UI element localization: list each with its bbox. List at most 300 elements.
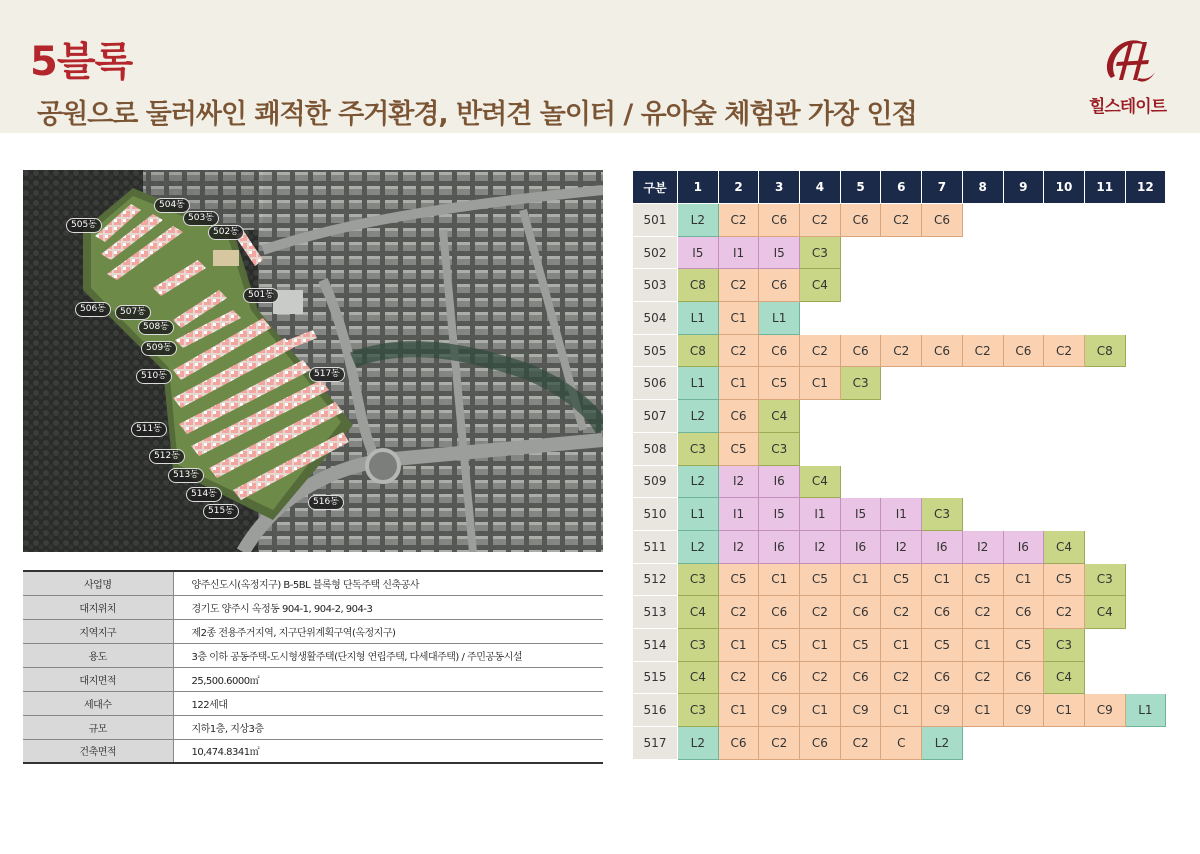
unit-table-row-label: 511 [633,530,678,563]
empty-cell [1003,465,1044,498]
unit-type-cell: C3 [678,694,719,727]
map-label-506: 506동 [75,302,111,317]
info-value: 제2종 전용주거지역, 지구단위계획구역(옥정지구) [173,619,603,643]
empty-cell [922,432,963,465]
unit-type-cell: C1 [881,628,922,661]
unit-type-cell: C5 [840,628,881,661]
empty-cell [1003,236,1044,269]
unit-type-cell: C1 [800,367,841,400]
empty-cell [1125,661,1166,694]
unit-table-column-header: 11 [1084,171,1125,204]
unit-type-cell: C3 [840,367,881,400]
unit-type-cell: C3 [678,432,719,465]
unit-type-cell: L2 [678,400,719,433]
unit-type-cell: I6 [759,530,800,563]
unit-type-cell: I6 [840,530,881,563]
empty-cell [1125,302,1166,335]
empty-cell [1125,596,1166,629]
empty-cell [1003,204,1044,237]
empty-cell [922,400,963,433]
info-row [23,619,603,643]
unit-type-cell: C1 [962,628,1003,661]
empty-cell [881,236,922,269]
unit-type-cell: C1 [881,694,922,727]
empty-cell [1044,432,1085,465]
empty-cell [1084,236,1125,269]
unit-table-row [633,498,1166,531]
unit-type-cell: C2 [1044,334,1085,367]
info-key: 용도 [23,643,173,667]
unit-table-column-header: 10 [1044,171,1085,204]
unit-table-corner-header: 구분 [633,171,678,204]
empty-cell [1044,204,1085,237]
empty-cell [962,367,1003,400]
empty-cell [922,236,963,269]
unit-type-cell: C4 [759,400,800,433]
empty-cell [962,302,1003,335]
empty-cell [1125,334,1166,367]
unit-table-row-label: 507 [633,400,678,433]
empty-cell [1125,269,1166,302]
unit-type-cell: C2 [759,727,800,760]
unit-type-cell: C6 [759,661,800,694]
unit-type-cell: I1 [800,498,841,531]
map-label-514: 514동 [186,487,222,502]
unit-type-cell: C5 [922,628,963,661]
unit-table-row [633,432,1166,465]
empty-cell [840,465,881,498]
unit-type-cell: C4 [678,661,719,694]
unit-table-row-label: 502 [633,236,678,269]
empty-cell [922,465,963,498]
unit-type-cell: C6 [922,204,963,237]
empty-cell [922,269,963,302]
empty-cell [1125,498,1166,531]
unit-table-row [633,727,1166,760]
unit-type-cell: I2 [800,530,841,563]
empty-cell [1003,498,1044,531]
empty-cell [1125,236,1166,269]
unit-type-cell: I1 [881,498,922,531]
unit-type-cell: I5 [678,236,719,269]
empty-cell [962,269,1003,302]
unit-type-cell: L1 [678,498,719,531]
map-label-513: 513동 [168,468,204,483]
info-value: 양주신도시(옥정지구) B-5BL 블록형 단독주택 신축공사 [173,571,603,595]
unit-table-row [633,465,1166,498]
info-key: 사업명 [23,571,173,595]
unit-type-cell: C6 [759,269,800,302]
map-label-501: 501동 [243,288,279,303]
unit-type-cell: I6 [922,530,963,563]
unit-type-cell: C9 [922,694,963,727]
unit-type-cell: C8 [1084,334,1125,367]
unit-table-row-label: 509 [633,465,678,498]
unit-table-column-header: 5 [840,171,881,204]
unit-table-row [633,661,1166,694]
info-key: 규모 [23,715,173,739]
map-label-516: 516동 [308,495,344,510]
unit-type-cell: L1 [678,367,719,400]
empty-cell [1003,432,1044,465]
empty-cell [800,302,841,335]
empty-cell [840,302,881,335]
unit-type-cell: C6 [922,661,963,694]
empty-cell [962,400,1003,433]
empty-cell [962,498,1003,531]
unit-type-cell: I6 [759,465,800,498]
info-row [23,595,603,619]
unit-table-row-label: 514 [633,628,678,661]
unit-table-row-label: 516 [633,694,678,727]
unit-type-cell: C2 [962,334,1003,367]
info-row [23,739,603,763]
empty-cell [1125,465,1166,498]
empty-cell [1044,367,1085,400]
unit-table-row-label: 505 [633,334,678,367]
unit-table-column-header: 6 [881,171,922,204]
empty-cell [1084,302,1125,335]
unit-type-cell: L1 [759,302,800,335]
unit-type-cell: C8 [678,269,719,302]
unit-type-cell: I2 [718,530,759,563]
empty-cell [881,432,922,465]
unit-table-column-header: 8 [962,171,1003,204]
unit-table-column-header: 2 [718,171,759,204]
empty-cell [840,269,881,302]
map-label-509: 509동 [141,341,177,356]
unit-type-cell: C1 [718,367,759,400]
empty-cell [962,465,1003,498]
empty-cell [1084,727,1125,760]
empty-cell [922,302,963,335]
unit-type-cell: C1 [718,302,759,335]
unit-type-cell: C6 [1003,334,1044,367]
map-label-505: 505동 [66,218,102,233]
info-value: 10,474.8341㎡ [173,739,603,763]
empty-cell [1003,269,1044,302]
unit-type-cell: C2 [800,204,841,237]
unit-table-row [633,628,1166,661]
unit-type-cell: C6 [759,334,800,367]
empty-cell [1084,530,1125,563]
hillstate-logo-icon [1097,30,1159,90]
unit-type-cell: C1 [1003,563,1044,596]
empty-cell [840,400,881,433]
unit-type-cell: C2 [718,204,759,237]
unit-type-cell: C5 [962,563,1003,596]
info-row [23,667,603,691]
unit-table-column-header: 4 [800,171,841,204]
unit-type-cell: I1 [718,236,759,269]
empty-cell [1084,269,1125,302]
empty-cell [962,236,1003,269]
unit-type-cell: C1 [718,628,759,661]
unit-type-cell: C4 [800,269,841,302]
map-label-503: 503동 [183,211,219,226]
unit-type-cell: L2 [678,465,719,498]
empty-cell [1003,367,1044,400]
map-label-511: 511동 [131,422,167,437]
unit-table-row-label: 506 [633,367,678,400]
unit-type-cell: C6 [840,204,881,237]
info-row [23,571,603,595]
brand-logo [1080,30,1175,125]
map-label-512: 512동 [149,449,185,464]
empty-cell [800,432,841,465]
unit-type-cell: C1 [962,694,1003,727]
unit-table-row-label: 517 [633,727,678,760]
unit-type-cell: C2 [718,269,759,302]
info-key: 대지위치 [23,595,173,619]
info-row [23,691,603,715]
empty-cell [1125,727,1166,760]
unit-type-cell: C2 [800,661,841,694]
empty-cell [962,432,1003,465]
empty-cell [881,302,922,335]
unit-type-cell: C6 [840,334,881,367]
unit-type-cell: C6 [718,727,759,760]
unit-type-cell: C2 [800,334,841,367]
unit-table-column-header: 3 [759,171,800,204]
empty-cell [1003,400,1044,433]
empty-cell [962,204,1003,237]
map-label-515: 515동 [203,504,239,519]
info-row [23,643,603,667]
unit-type-cell: C2 [881,204,922,237]
empty-cell [1125,432,1166,465]
unit-type-cell: L1 [1125,694,1166,727]
unit-table-row-label: 501 [633,204,678,237]
unit-table-column-header: 12 [1125,171,1166,204]
unit-type-cell: C1 [759,563,800,596]
unit-type-cell: C3 [678,628,719,661]
unit-type-cell: C6 [800,727,841,760]
empty-cell [1084,498,1125,531]
unit-table-row [633,269,1166,302]
unit-type-cell: C [881,727,922,760]
map-label-504: 504동 [154,198,190,213]
map-label-507: 507동 [115,305,151,320]
unit-type-cell: L2 [922,727,963,760]
empty-cell [1084,661,1125,694]
empty-cell [1044,498,1085,531]
brand-name: 힐스테이트 [1088,97,1167,117]
unit-table-row [633,236,1166,269]
unit-type-cell: C2 [881,596,922,629]
unit-type-cell: I5 [840,498,881,531]
unit-type-cell: I6 [1003,530,1044,563]
empty-cell [1125,367,1166,400]
unit-type-cell: C9 [1003,694,1044,727]
unit-type-cell: C2 [881,661,922,694]
unit-type-cell: C1 [922,563,963,596]
unit-table-row [633,367,1166,400]
unit-type-cell: C1 [840,563,881,596]
unit-type-table [632,170,1166,760]
empty-cell [840,432,881,465]
unit-type-cell: C2 [800,596,841,629]
empty-cell [800,400,841,433]
unit-type-cell: C3 [922,498,963,531]
empty-cell [962,727,1003,760]
unit-table-row [633,334,1166,367]
unit-table-row-label: 510 [633,498,678,531]
unit-type-cell: C6 [718,400,759,433]
unit-type-cell: C4 [1044,661,1085,694]
unit-type-cell: L1 [678,302,719,335]
unit-type-cell: C5 [718,432,759,465]
unit-table-row [633,530,1166,563]
unit-type-cell: C2 [718,334,759,367]
empty-cell [1125,204,1166,237]
info-key: 지역지구 [23,619,173,643]
unit-type-cell: C2 [718,661,759,694]
unit-type-cell: C5 [1003,628,1044,661]
unit-type-cell: I5 [759,236,800,269]
unit-type-cell: I5 [759,498,800,531]
page-subtitle: 공원으로 둘러싸인 쾌적한 주거환경, 반려견 놀이터 / 유아숲 체험관 가장 인접 [37,99,917,130]
unit-table-row [633,302,1166,335]
empty-cell [1044,727,1085,760]
unit-type-cell: C3 [800,236,841,269]
unit-type-cell: C2 [881,334,922,367]
unit-type-cell: C4 [800,465,841,498]
empty-cell [1003,727,1044,760]
empty-cell [1044,269,1085,302]
info-value: 122세대 [173,691,603,715]
info-value: 3층 이하 공동주택-도시형생활주택(단지형 연립주택, 다세대주택) / 주민공동시설 [173,643,603,667]
unit-type-cell: L2 [678,727,719,760]
unit-type-cell: C5 [759,628,800,661]
unit-type-cell: C5 [1044,563,1085,596]
page-title: 5블록 [30,39,133,85]
unit-type-cell: C6 [840,661,881,694]
empty-cell [1125,563,1166,596]
map-label-510: 510동 [136,369,172,384]
unit-type-cell: C5 [759,367,800,400]
unit-table-row-label: 504 [633,302,678,335]
unit-type-cell: I2 [718,465,759,498]
empty-cell [1084,400,1125,433]
empty-cell [922,367,963,400]
unit-type-cell: C2 [962,596,1003,629]
unit-table-column-header: 9 [1003,171,1044,204]
empty-cell [1044,236,1085,269]
unit-table-row-label: 513 [633,596,678,629]
project-info-table [23,570,603,764]
unit-type-cell: C3 [1044,628,1085,661]
info-key: 건축면적 [23,739,173,763]
info-value: 25,500.6000㎡ [173,667,603,691]
unit-type-cell: C6 [922,334,963,367]
unit-type-cell: C5 [718,563,759,596]
empty-cell [1125,400,1166,433]
unit-type-cell: C1 [718,694,759,727]
unit-type-cell: L2 [678,530,719,563]
unit-type-cell: C1 [800,694,841,727]
empty-cell [881,269,922,302]
unit-table-column-header: 7 [922,171,963,204]
empty-cell [840,236,881,269]
empty-cell [1044,302,1085,335]
unit-type-cell: I2 [962,530,1003,563]
unit-table-row [633,563,1166,596]
unit-type-cell: C2 [962,661,1003,694]
unit-type-cell: C8 [678,334,719,367]
empty-cell [1044,465,1085,498]
info-key: 대지면적 [23,667,173,691]
unit-type-cell: C9 [759,694,800,727]
unit-type-cell: L2 [678,204,719,237]
empty-cell [1084,432,1125,465]
unit-type-cell: C4 [1044,530,1085,563]
unit-type-cell: C1 [1044,694,1085,727]
unit-type-cell: C2 [840,727,881,760]
info-row [23,715,603,739]
empty-cell [1084,465,1125,498]
unit-table-row [633,204,1166,237]
unit-table-column-header: 1 [678,171,719,204]
empty-cell [1044,400,1085,433]
info-value: 지하1층, 지상3층 [173,715,603,739]
unit-table-row [633,596,1166,629]
empty-cell [1003,302,1044,335]
unit-type-cell: C6 [840,596,881,629]
empty-cell [881,465,922,498]
unit-type-cell: C6 [1003,596,1044,629]
unit-type-cell: C2 [718,596,759,629]
empty-cell [1125,628,1166,661]
map-label-508: 508동 [138,320,174,335]
unit-table-row [633,694,1166,727]
unit-type-cell: C2 [1044,596,1085,629]
map-label-517: 517동 [309,367,345,382]
map-label-502: 502동 [208,225,244,240]
empty-cell [1125,530,1166,563]
unit-table-row-label: 515 [633,661,678,694]
site-aerial-map [23,170,603,552]
unit-type-cell: I2 [881,530,922,563]
unit-table-row-label: 503 [633,269,678,302]
unit-table-row-label: 512 [633,563,678,596]
unit-type-cell: C6 [759,204,800,237]
empty-cell [1084,367,1125,400]
empty-cell [881,400,922,433]
unit-type-cell: C5 [881,563,922,596]
unit-type-cell: C9 [1084,694,1125,727]
unit-type-cell: C3 [1084,563,1125,596]
unit-type-cell: C6 [759,596,800,629]
unit-type-cell: C3 [678,563,719,596]
empty-cell [1084,628,1125,661]
info-key: 세대수 [23,691,173,715]
unit-type-cell: C4 [678,596,719,629]
unit-type-cell: C4 [1084,596,1125,629]
empty-cell [881,367,922,400]
unit-type-cell: C1 [800,628,841,661]
unit-table-row-label: 508 [633,432,678,465]
unit-type-cell: C3 [759,432,800,465]
unit-table-row [633,400,1166,433]
info-value: 경기도 양주시 옥정동 904-1, 904-2, 904-3 [173,595,603,619]
unit-type-cell: C6 [922,596,963,629]
unit-type-cell: C6 [1003,661,1044,694]
unit-type-cell: C9 [840,694,881,727]
unit-type-cell: C5 [800,563,841,596]
unit-type-cell: I1 [718,498,759,531]
empty-cell [1084,204,1125,237]
